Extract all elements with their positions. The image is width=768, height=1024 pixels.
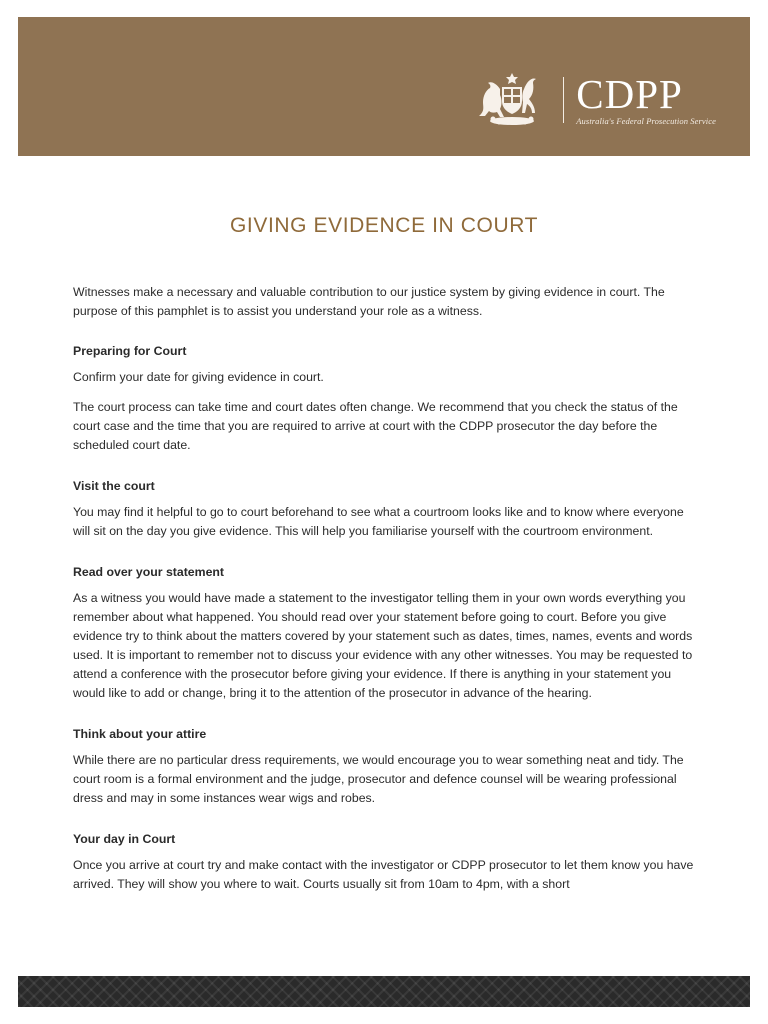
cdpp-logo xyxy=(473,71,716,129)
section-paragraph: Once you arrive at court try and make contact with the investigator or CDPP prosecutor to let them know you have arrived. They will show you where to wait. Courts usually sit from 10am to 4pm, with a short xyxy=(73,858,694,891)
section-paragraph: You may find it helpful to go to court beforehand to see what a courtroom looks like and to know where everyone will sit on the day you give evidence. This will help you familiarise yourself with the courtroom environment. xyxy=(73,505,684,538)
section-your-day-in-court xyxy=(73,830,695,894)
section-heading: Your day in Court xyxy=(73,832,176,846)
document-title: GIVING EVIDENCE IN COURT xyxy=(229,214,539,237)
header-band xyxy=(18,17,750,156)
section-paragraph: As a witness you would have made a statement to the investigator telling them in your own words everything you remember about what happened. You should read over your statement before going to court. Before you give evidence try to think about the matters covered by your statement such as dates, times, names, events and words used. It is important to remember not to discuss your evidence with any other witnesses. You may be requested to attend a conference with the prosecutor before giving your evidence. If there is anything in your statement you would like to add or change, bring it to the attention of the prosecutor in advance of the hearing. xyxy=(73,591,693,700)
section-visit-the-court xyxy=(73,477,695,541)
document-body xyxy=(73,283,695,916)
section-think-about-attire xyxy=(73,725,695,808)
section-paragraph: The court process can take time and court dates often change. We recommend that you check the status of the court case and the time that you are required to arrive at court with the CDPP prosecutor the day before the scheduled court date. xyxy=(73,400,678,452)
section-preparing-for-court xyxy=(73,342,695,455)
brand-name: CDPP xyxy=(576,71,683,117)
brand-tagline: Australia's Federal Prosecution Service xyxy=(576,116,716,126)
section-heading: Preparing for Court xyxy=(73,344,187,358)
section-read-over-statement xyxy=(73,563,695,703)
section-heading: Read over your statement xyxy=(73,565,225,579)
section-paragraph: While there are no particular dress requirements, we would encourage you to wear something neat and tidy. The court room is a formal environment and the judge, prosecutor and defence counsel will be wearing professional dress and may in some instances wear wigs and robes. xyxy=(73,753,684,805)
section-paragraph: Confirm your date for giving evidence in court. xyxy=(73,370,324,384)
coat-of-arms-icon xyxy=(473,71,551,129)
intro-paragraph: Witnesses make a necessary and valuable contribution to our justice system by giving evidence in court. The purpose of this pamphlet is to assist you understand your role as a witness. xyxy=(73,285,665,318)
footer-pattern-band xyxy=(18,976,750,1007)
section-heading: Visit the court xyxy=(73,479,155,493)
section-heading: Think about your attire xyxy=(73,727,207,741)
logo-text xyxy=(576,71,716,126)
logo-divider xyxy=(563,77,564,123)
